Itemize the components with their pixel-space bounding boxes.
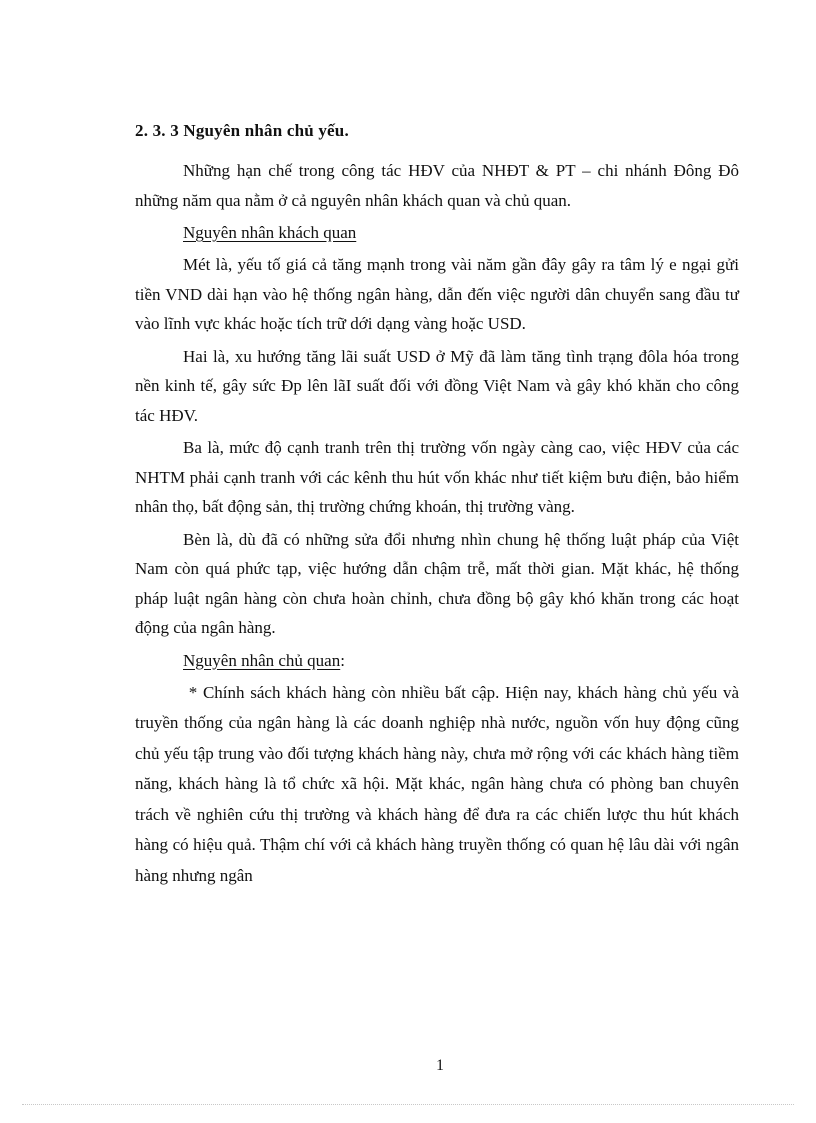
objective-paragraph-3: Ba là, mức độ cạnh tranh trên thị trường vốn ngày càng cao, việc HĐV của các NHTM phải cạnh tranh với các kênh thu hút vốn khác như tiết kiệm bưu điện, bảo hiểm nhân thọ, bất động sản, thị trường chứng khoán, thị trường vàng. (135, 438, 739, 516)
objective-causes-title: Nguyên nhân khách quan (183, 223, 357, 242)
section-heading: 2. 3. 3 Nguyên nhân chủ yếu. (135, 121, 349, 140)
objective-paragraph-4: Bèn là, dù đã có những sửa đổi nhưng nhìn chung hệ thống luật pháp của Việt Nam còn quá phức tạp, việc hướng dẫn chậm trễ, mất thời gian. Mặt khác, hệ thống pháp luật ngân hàng còn chưa hoàn chỉnh, chưa đồng bộ gây khó khăn trong các hoạt động của ngân hàng. (135, 529, 739, 637)
objective-paragraph-1: Mét là, yếu tố giá cả tăng mạnh trong vài năm gần đây gây ra tâm lý e ngại gửi tiền VND dài hạn vào hệ thống ngân hàng, dẫn đến việc người dân chuyển sang đầu tư vào lĩnh vực khác hoặc tích trữ dới dạng vàng hoặc USD. (135, 255, 739, 333)
intro-paragraph: Những hạn chế trong công tác HĐV của NHĐT & PT – chi nhánh Đông Đô những năm qua nằm ở cả nguyên nhân khách quan và chủ quan. (135, 161, 739, 210)
objective-causes-heading (135, 218, 739, 247)
subjective-causes-title: Nguyên nhân chủ quan (183, 650, 341, 670)
subjective-causes-heading (135, 646, 739, 675)
page-bottom-divider (22, 1104, 794, 1105)
objective-paragraph-2: Hai là, xu hướng tăng lãi suất USD ở Mỹ đã làm tăng tình trạng đôla hóa trong nền kinh tế, gây sức Ðp lên lãI suất đối với đồng Việt Nam và gây khó khăn cho công tác HĐV. (135, 346, 739, 425)
subjective-paragraph-1: * Chính sách khách hàng còn nhiều bất cập. Hiện nay, khách hàng chủ yếu và truyền thống của ngân hàng là các doanh nghiệp nhà nước, nguồn vốn huy động cũng chủ yếu tập trung vào đối tượng khách hàng này, chưa mở rộng với các khách hàng tiềm năng, khách hàng là tổ chức xã hội. Mặt khác, ngân hàng chưa có phòng ban chuyên trách về nghiên cứu thị trường và khách hàng để đưa ra các chiến lược thu hút khách hàng có hiệu quả. Thậm chí với cả khách hàng truyền thống có quan hệ lâu dài với ngân hàng nhưng ngân (135, 682, 744, 885)
subjective-causes-colon: : (340, 650, 345, 670)
page-number: 1 (436, 1057, 444, 1074)
page-content (135, 118, 744, 894)
